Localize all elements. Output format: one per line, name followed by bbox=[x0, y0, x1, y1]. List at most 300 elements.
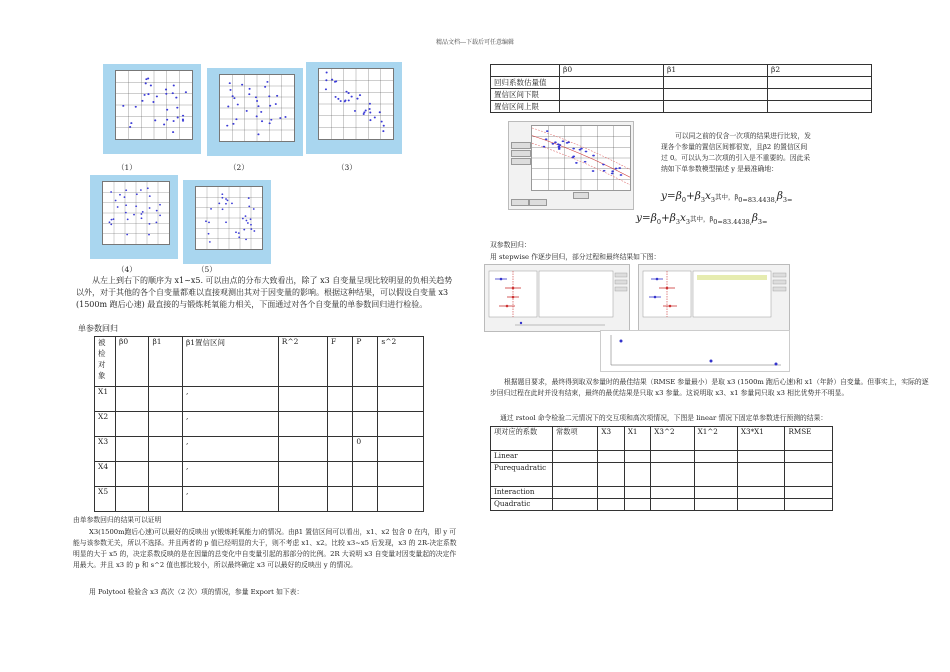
scatter-point bbox=[335, 80, 337, 82]
table-cell bbox=[651, 487, 694, 499]
table-cell: Linear bbox=[491, 451, 553, 463]
scatter-point bbox=[558, 147, 561, 149]
scatter-point bbox=[572, 155, 575, 157]
scatter-plot-4 bbox=[90, 175, 178, 259]
scatter-point bbox=[113, 218, 115, 220]
scatter-point bbox=[226, 125, 228, 127]
scatter-point bbox=[567, 141, 570, 143]
table-cell bbox=[694, 463, 737, 487]
scatter-point bbox=[235, 118, 237, 120]
scatter-point bbox=[247, 222, 249, 224]
formula-part: 3 bbox=[675, 218, 680, 227]
table-row bbox=[491, 487, 833, 499]
scatter-point bbox=[125, 189, 127, 191]
table-cell bbox=[278, 387, 327, 412]
table-cell bbox=[664, 101, 768, 113]
scatter-point bbox=[111, 219, 113, 221]
scatter-point bbox=[562, 140, 565, 142]
scatter-point bbox=[110, 191, 112, 193]
scatter-point bbox=[279, 117, 281, 119]
scatter-plot-3 bbox=[306, 62, 402, 154]
scatter-point bbox=[150, 85, 152, 87]
scatter-point bbox=[369, 111, 371, 113]
scatter-point bbox=[152, 101, 154, 103]
scatter-plot-1 bbox=[103, 64, 201, 154]
table-cell bbox=[624, 499, 650, 511]
scatter-point bbox=[175, 97, 177, 99]
scatter-plot-5 bbox=[183, 180, 271, 264]
table-header-cell: RMSE bbox=[785, 427, 833, 451]
scatter-point bbox=[557, 143, 560, 145]
scatter-point bbox=[243, 229, 245, 231]
table-cell bbox=[664, 77, 768, 89]
table-cell bbox=[768, 77, 872, 89]
stepwise-result-paragraph: 根据题目要求，最终得到取双参量时的最佳结果（RMSE 参量最小）是取 x3 (1500m 跑后心速)和 x1（年龄）自变量。但事实上，实际的逐步回归过程在此时并没有结束，最终的最优结果是只取 x3 参量。这说明取 x3、x1 参量同只取 x3 相比优势并不明显。 bbox=[490, 378, 929, 397]
table-cell bbox=[328, 462, 353, 487]
table-cell bbox=[737, 499, 785, 511]
scatter-point bbox=[242, 218, 244, 220]
scatter-point bbox=[172, 131, 174, 133]
table-cell bbox=[694, 451, 737, 463]
table-header-cell: X1^2 bbox=[694, 427, 737, 451]
scatter-point bbox=[173, 120, 175, 122]
scatter-point bbox=[144, 94, 146, 96]
table-cell bbox=[768, 101, 872, 113]
scatter-point bbox=[584, 161, 587, 163]
table-cell bbox=[378, 462, 424, 487]
scatter-point bbox=[136, 193, 138, 195]
scatter-point bbox=[382, 130, 384, 132]
scatter-point bbox=[156, 210, 158, 212]
scatter-point bbox=[130, 122, 132, 124]
table-cell bbox=[624, 463, 650, 487]
scatter-point bbox=[129, 126, 131, 128]
table-cell: , bbox=[182, 487, 278, 512]
polytool-button[interactable] bbox=[511, 150, 531, 157]
table-cell: 0 bbox=[353, 437, 378, 462]
scatter-point bbox=[109, 221, 111, 223]
table-cell bbox=[149, 412, 182, 437]
formula-part: 0= bbox=[713, 218, 723, 227]
table-cell bbox=[560, 89, 664, 101]
scatter-point bbox=[182, 115, 184, 117]
scatter-point bbox=[579, 149, 582, 151]
table-cell bbox=[598, 487, 624, 499]
scatter-point bbox=[145, 78, 147, 80]
scatter-point bbox=[208, 222, 210, 224]
rstool-table bbox=[490, 426, 833, 511]
scatter-point bbox=[379, 111, 381, 113]
single-regression-title: 单参数回归 bbox=[78, 324, 118, 333]
table-row bbox=[491, 89, 872, 101]
scatter-point bbox=[348, 92, 350, 94]
scatter-point bbox=[225, 198, 227, 200]
table-cell bbox=[353, 387, 378, 412]
scatter-point bbox=[266, 81, 268, 83]
table-cell: X2 bbox=[95, 412, 116, 437]
scatter-point bbox=[257, 105, 259, 107]
scatter-point bbox=[552, 143, 555, 145]
scatter-point bbox=[260, 111, 262, 113]
table-cell bbox=[116, 437, 149, 462]
scatter-point bbox=[374, 116, 376, 118]
table-row bbox=[95, 387, 424, 412]
scatter-point bbox=[337, 98, 339, 100]
scatter-point bbox=[141, 100, 143, 102]
scatter-point bbox=[348, 99, 350, 101]
scatter-point bbox=[369, 103, 371, 105]
table-cell bbox=[768, 89, 872, 101]
stepwise-screenshot-2 bbox=[638, 264, 790, 332]
polytool-button[interactable] bbox=[511, 142, 531, 149]
formula-part: 0 bbox=[681, 196, 686, 205]
scatter-point bbox=[225, 221, 227, 223]
table-cell bbox=[598, 451, 624, 463]
caption-1: （1） bbox=[117, 163, 137, 172]
formula-part: 83.4438, bbox=[722, 218, 752, 227]
table-cell bbox=[553, 487, 598, 499]
table-cell: X1 bbox=[95, 387, 116, 412]
scatter-point bbox=[227, 106, 229, 108]
table-row bbox=[491, 77, 872, 89]
scatter-point bbox=[245, 238, 247, 240]
scatter-point bbox=[264, 86, 266, 88]
scatter-point bbox=[205, 220, 207, 222]
scatter-point bbox=[246, 220, 248, 222]
scatter-point bbox=[249, 88, 251, 90]
stepwise-line: 用 stepwise 作逐步回归，部分过程和最终结果如下图： bbox=[490, 253, 661, 261]
table-cell bbox=[378, 412, 424, 437]
table-row bbox=[491, 463, 833, 487]
scatter-point bbox=[135, 205, 137, 207]
scatter-point bbox=[125, 212, 127, 214]
formula-part: x bbox=[704, 190, 711, 202]
page-header: 精品文档---下载后可任意编辑 bbox=[435, 39, 515, 46]
formula-part: 3 bbox=[685, 218, 691, 227]
table-cell: , bbox=[182, 412, 278, 437]
scatter-point bbox=[250, 224, 252, 226]
scatter-point bbox=[135, 106, 137, 108]
table-cell bbox=[664, 89, 768, 101]
table-cell: 置信区间上限 bbox=[491, 101, 560, 113]
scatter-point bbox=[165, 89, 167, 91]
formula-part: 3 bbox=[710, 196, 716, 205]
table-cell: Purequadratic bbox=[491, 463, 553, 487]
table-cell bbox=[651, 463, 694, 487]
table-cell bbox=[737, 451, 785, 463]
rstool-line: 通过 rstool 命令检验二元情况下的交互项和高次项情况，下图是 linear 情况下固定单参数进行预测的结果： bbox=[500, 414, 828, 422]
formula-part: y=β bbox=[661, 190, 682, 202]
table-cell bbox=[624, 487, 650, 499]
scatter-point bbox=[177, 117, 179, 119]
table-cell bbox=[328, 412, 353, 437]
scatter-point bbox=[620, 174, 623, 176]
scatter-point bbox=[235, 231, 237, 233]
scatter-point bbox=[232, 123, 234, 125]
scatter-point bbox=[173, 85, 175, 87]
table-cell bbox=[785, 451, 833, 463]
formula-part: 其中，β bbox=[715, 193, 739, 201]
table-cell bbox=[116, 387, 149, 412]
scatter-point bbox=[238, 236, 240, 238]
table-cell bbox=[553, 463, 598, 487]
table-cell bbox=[560, 77, 664, 89]
table-row bbox=[95, 462, 424, 487]
formula-part: β bbox=[776, 190, 783, 202]
table-header-cell: X3*X1 bbox=[737, 427, 785, 451]
polytool-line: 用 Polytool 检验含 x3 高次（2 次）项的情况，参量 Export 如下表： bbox=[89, 588, 304, 596]
scatter-point bbox=[245, 215, 247, 217]
scatter-point bbox=[115, 200, 117, 202]
scatter-point bbox=[149, 207, 151, 209]
table-cell bbox=[116, 487, 149, 512]
scatter-point bbox=[248, 206, 250, 208]
formula-part: 其中，β bbox=[690, 215, 714, 223]
formula-part: 3= bbox=[782, 196, 793, 205]
scatter-point bbox=[572, 148, 575, 150]
scatter-point bbox=[127, 218, 129, 220]
table-header-cell: β1置信区间 bbox=[182, 337, 278, 387]
scatter-point bbox=[615, 168, 618, 170]
table-header-cell: β0 bbox=[560, 65, 664, 77]
scatter-point bbox=[237, 104, 239, 106]
scatter-point bbox=[365, 110, 367, 112]
table-cell bbox=[737, 487, 785, 499]
table-row bbox=[491, 451, 833, 463]
scatter-point bbox=[145, 82, 147, 84]
scatter-point bbox=[325, 88, 327, 90]
table-cell bbox=[694, 499, 737, 511]
table-header-cell: X3^2 bbox=[651, 427, 694, 451]
polytool-export-button[interactable] bbox=[511, 199, 529, 206]
stepwise-history-plot bbox=[600, 330, 790, 372]
table-cell: X4 bbox=[95, 462, 116, 487]
scatter-point bbox=[147, 187, 149, 189]
scatter-point bbox=[356, 98, 358, 100]
scatter-point bbox=[125, 204, 127, 206]
scatter-point bbox=[369, 108, 371, 110]
scatter-point bbox=[149, 195, 151, 197]
table-cell bbox=[651, 499, 694, 511]
table-cell bbox=[785, 463, 833, 487]
scatter-point bbox=[269, 122, 271, 124]
scatter-point bbox=[208, 233, 210, 235]
scatter-point bbox=[369, 119, 371, 121]
scatter-point bbox=[340, 100, 342, 102]
scatter-point bbox=[154, 119, 156, 121]
scatter-point bbox=[326, 72, 328, 74]
scatter-point bbox=[618, 167, 621, 169]
caption-3: （3） bbox=[337, 163, 357, 172]
table-cell bbox=[278, 412, 327, 437]
scatter-point bbox=[117, 206, 119, 208]
stepwise-screenshot-1 bbox=[484, 264, 630, 332]
table-header-cell: P bbox=[353, 337, 378, 387]
scatter-point bbox=[575, 162, 578, 164]
scatter-point bbox=[172, 92, 174, 94]
table-cell bbox=[737, 463, 785, 487]
table-cell bbox=[785, 487, 833, 499]
table-header-cell: X3 bbox=[598, 427, 624, 451]
table-cell bbox=[378, 487, 424, 512]
table-cell bbox=[553, 499, 598, 511]
scatter-point bbox=[231, 203, 233, 205]
polytool-screenshot bbox=[508, 121, 634, 210]
table-header-cell: R^2 bbox=[278, 337, 327, 387]
table-header-cell: β1 bbox=[149, 337, 182, 387]
table-cell bbox=[278, 487, 327, 512]
table-header-cell: β2 bbox=[768, 65, 872, 77]
table-cell bbox=[116, 462, 149, 487]
table-cell: , bbox=[182, 462, 278, 487]
formula-part: x bbox=[679, 212, 686, 224]
table-cell bbox=[560, 101, 664, 113]
table-cell bbox=[651, 451, 694, 463]
table-cell: Quadratic bbox=[491, 499, 553, 511]
scatter-point bbox=[270, 119, 272, 121]
scatter-point bbox=[166, 109, 168, 111]
model-formula-2 bbox=[636, 212, 768, 226]
table-header-cell: X1 bbox=[624, 427, 650, 451]
single-regression-table bbox=[94, 336, 424, 512]
polytool-value-field[interactable] bbox=[573, 192, 589, 199]
table-cell bbox=[598, 463, 624, 487]
coefficient-table bbox=[490, 64, 872, 113]
scatter-point bbox=[119, 194, 121, 196]
table-cell bbox=[149, 387, 182, 412]
scatter-point bbox=[155, 222, 157, 224]
scatter-point bbox=[210, 208, 212, 210]
polytool-close-button[interactable] bbox=[529, 199, 547, 206]
scatter-point bbox=[232, 95, 234, 97]
table-header-cell bbox=[491, 65, 560, 77]
formula-part: β bbox=[751, 212, 758, 224]
scatter-point bbox=[363, 111, 365, 113]
table-cell bbox=[328, 487, 353, 512]
formula-part: 3 bbox=[700, 196, 705, 205]
table-header-cell: β0 bbox=[116, 337, 149, 387]
scatter-point bbox=[233, 97, 235, 99]
scatter-point bbox=[165, 93, 167, 95]
scatter-point bbox=[592, 170, 595, 172]
table-cell bbox=[278, 462, 327, 487]
dual-regression-title: 双参数回归： bbox=[490, 241, 531, 249]
table-cell bbox=[353, 412, 378, 437]
table-cell bbox=[116, 412, 149, 437]
scatter-point bbox=[257, 133, 259, 135]
scatter-point bbox=[229, 82, 231, 84]
scatter-point bbox=[147, 93, 149, 95]
scatter-point bbox=[246, 110, 248, 112]
scatter-point bbox=[345, 91, 347, 93]
scatter-point bbox=[546, 130, 549, 132]
caption-4: （4） bbox=[117, 265, 137, 274]
caption-2: （2） bbox=[229, 163, 249, 172]
intro-paragraph: 从左上到右下的顺序为 x1~x5. 可以由点的分布大致看出，除了 x3 自变量呈现比较明显的负相关趋势以外，对于其他的各个自变量都难以直接观测出其对于因变量的影响。根据这种结果，可以假设自变量 x3 (1500m 跑后心速) 最直接的与锻炼耗氧能力相关，下面通过对各个自变量的单参数回归进行检验。 bbox=[76, 276, 453, 309]
scatter-point bbox=[261, 120, 263, 122]
scatter-point bbox=[545, 138, 548, 140]
scatter-point bbox=[256, 115, 258, 117]
conclusion-lead: 由单参数回归的结果可以证明 bbox=[73, 516, 162, 524]
table-cell: X3 bbox=[95, 437, 116, 462]
scatter-point bbox=[383, 125, 385, 127]
scatter-point bbox=[122, 105, 124, 107]
table-header-cell: s^2 bbox=[378, 337, 424, 387]
polytool-button[interactable] bbox=[511, 158, 531, 165]
table-header-cell: F bbox=[328, 337, 353, 387]
scatter-point bbox=[381, 121, 383, 123]
scatter-point bbox=[156, 95, 158, 97]
formula-part: 83.4438, bbox=[747, 196, 777, 205]
table-header-cell: 被检对象 bbox=[95, 337, 116, 387]
scatter-point bbox=[554, 141, 557, 143]
table-cell bbox=[694, 487, 737, 499]
table-row bbox=[95, 412, 424, 437]
table-cell bbox=[149, 487, 182, 512]
table-cell: , bbox=[182, 437, 278, 462]
scatter-point bbox=[585, 151, 588, 153]
table-row bbox=[95, 487, 424, 512]
scatter-point bbox=[241, 84, 243, 86]
scatter-point bbox=[225, 203, 227, 205]
scatter-point bbox=[268, 95, 270, 97]
scatter-point bbox=[221, 193, 223, 195]
scatter-point bbox=[176, 107, 178, 109]
table-cell bbox=[328, 387, 353, 412]
table-cell: X5 bbox=[95, 487, 116, 512]
scatter-point bbox=[124, 196, 126, 198]
scatter-point bbox=[276, 95, 278, 97]
scatter-point bbox=[325, 79, 327, 81]
scatter-point bbox=[255, 96, 257, 98]
scatter-point bbox=[185, 91, 187, 93]
formula-part: 0 bbox=[656, 218, 661, 227]
scatter-point bbox=[248, 197, 250, 199]
formula-part: y=β bbox=[636, 212, 657, 224]
scatter-point bbox=[354, 110, 356, 112]
formula-part: 3= bbox=[757, 218, 768, 227]
table-cell bbox=[149, 437, 182, 462]
scatter-point bbox=[163, 123, 165, 125]
caption-5: （5） bbox=[197, 265, 217, 274]
scatter-point bbox=[602, 164, 605, 166]
scatter-point bbox=[159, 204, 161, 206]
scatter-point bbox=[221, 197, 223, 199]
scatter-point bbox=[603, 170, 606, 172]
formula-part: +β bbox=[660, 212, 676, 224]
scatter-point bbox=[222, 208, 224, 210]
scatter-point bbox=[363, 113, 365, 115]
scatter-point bbox=[149, 223, 151, 225]
table-cell: Interaction bbox=[491, 487, 553, 499]
scatter-point bbox=[133, 214, 135, 216]
scatter-point bbox=[229, 89, 231, 91]
table-cell bbox=[353, 487, 378, 512]
table-cell bbox=[785, 499, 833, 511]
scatter-point bbox=[250, 228, 252, 230]
table-cell bbox=[598, 499, 624, 511]
formula-part: 0= bbox=[738, 196, 748, 205]
scatter-point bbox=[148, 234, 150, 236]
scatter-point bbox=[159, 214, 161, 216]
scatter-point bbox=[141, 217, 143, 219]
table-cell bbox=[378, 437, 424, 462]
table-cell bbox=[278, 437, 327, 462]
formula-part: +β bbox=[685, 190, 701, 202]
table-cell bbox=[624, 451, 650, 463]
scatter-point bbox=[140, 189, 142, 191]
scatter-point bbox=[359, 94, 361, 96]
